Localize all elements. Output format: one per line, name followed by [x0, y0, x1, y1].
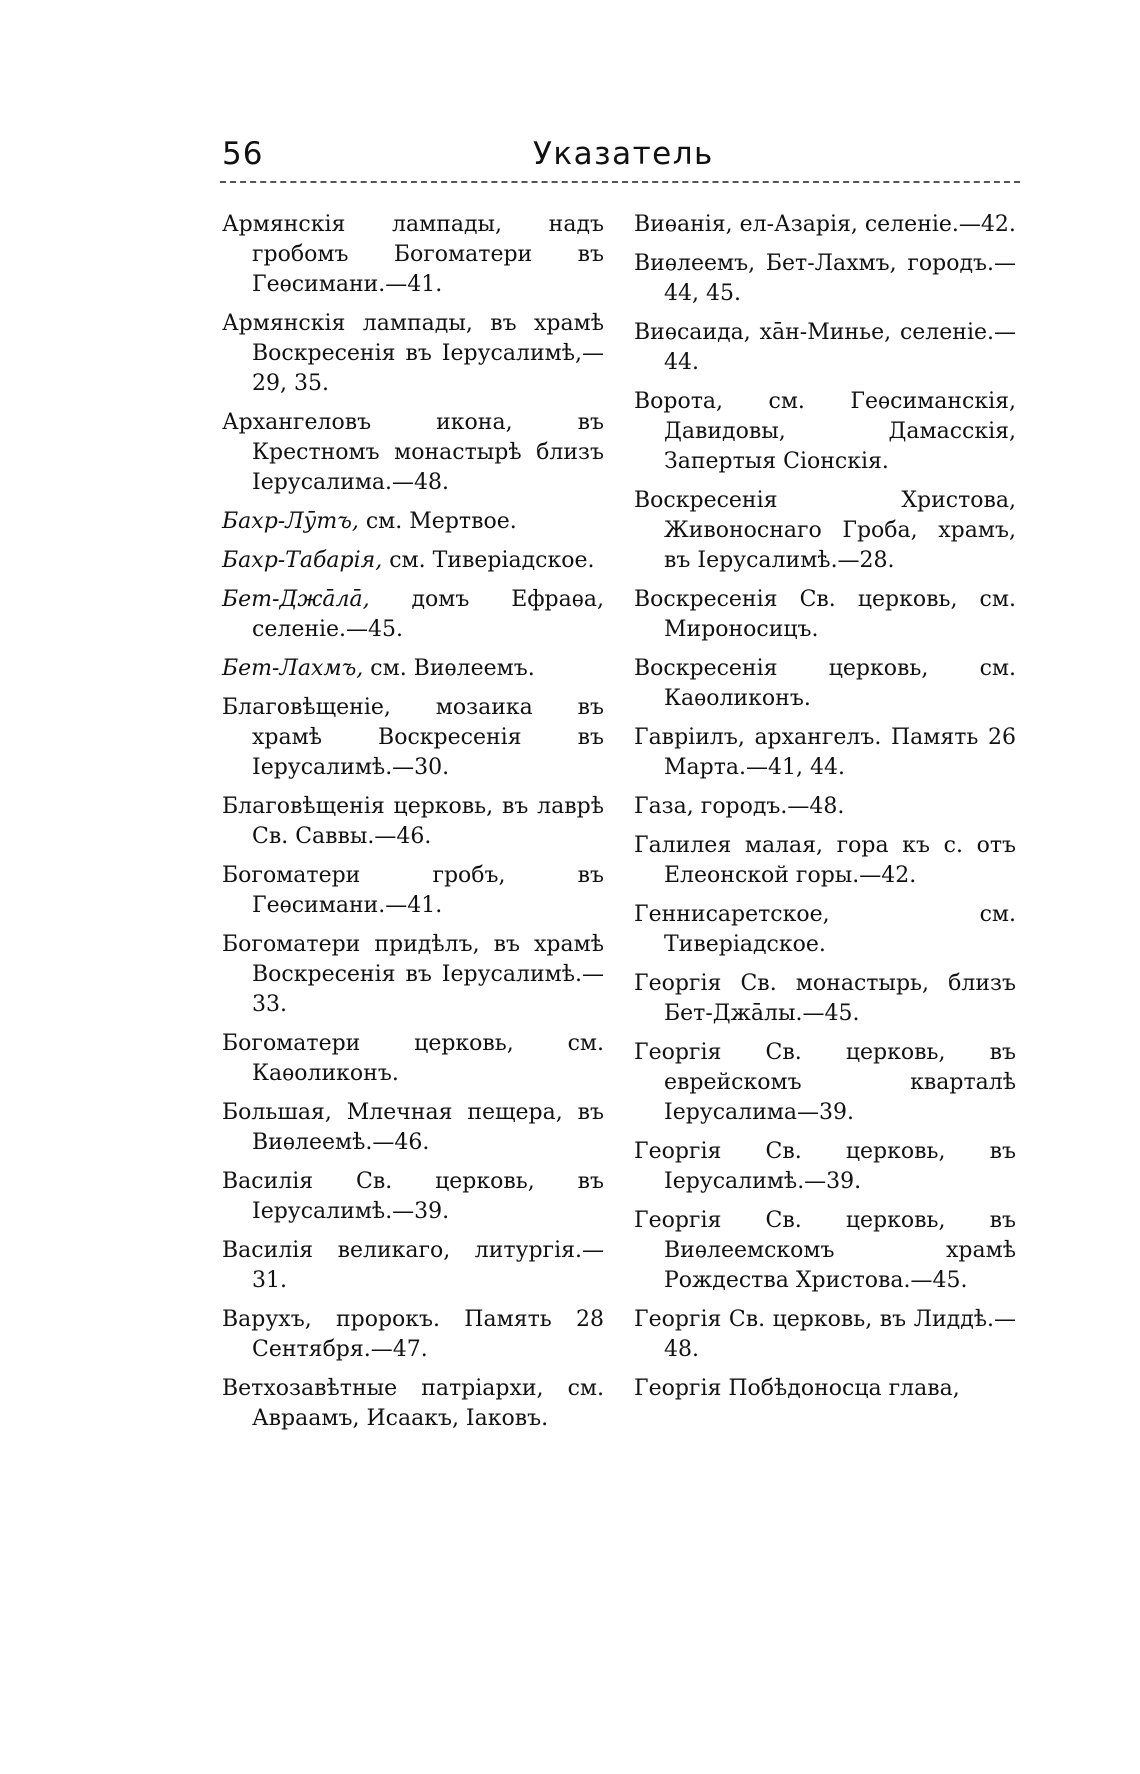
index-entry — [222, 309, 604, 399]
index-term: Галилея — [634, 833, 732, 858]
index-entry — [634, 1038, 1016, 1128]
index-term: Виѳлеемъ, — [634, 251, 756, 276]
index-entry — [222, 1374, 604, 1434]
index-entry-text: церковь, см. Каѳоликонъ. — [664, 656, 1016, 711]
index-entry — [634, 486, 1016, 576]
index-entry — [634, 654, 1016, 714]
index-entry — [222, 792, 604, 852]
index-entry-text: Св. церковь, см. Мироносицъ. — [664, 587, 1016, 642]
index-entry — [222, 507, 604, 537]
index-term: Армянскія — [222, 212, 346, 237]
index-entry-text: Св. церковь, въ еврейскомъ кварталѣ Іерусалима—39. — [664, 1040, 1016, 1125]
index-entry-text: см. Виѳлеемъ. — [363, 656, 535, 681]
index-term: Георгія — [634, 1376, 722, 1401]
index-entry — [222, 1305, 604, 1365]
index-entry-text: пророкъ. Память 28 Сентября.—47. — [252, 1307, 604, 1362]
index-entry — [634, 792, 1016, 822]
index-entry-text: мозаика въ храмѣ Воскресенія въ Іерусалимѣ.—30. — [252, 695, 604, 780]
index-entry-text: Млечная пещера, въ Виѳлеемѣ.—46. — [252, 1100, 604, 1155]
index-column-left — [222, 210, 604, 1443]
index-term: Георгія — [634, 971, 722, 996]
index-entry — [222, 1167, 604, 1227]
index-term: Ветхозавѣтные — [222, 1376, 398, 1401]
index-entry — [222, 1029, 604, 1089]
index-entry-text: патріархи, см. Авраамъ, Исаакъ, Іаковъ. — [252, 1376, 604, 1431]
index-entry-text: малая, гора къ с. отъ Елеонской горы.—42. — [664, 833, 1016, 888]
index-term: Георгія — [634, 1040, 722, 1065]
index-term: Большая, — [222, 1100, 332, 1125]
index-term: Бет-Лахмъ, — [222, 656, 364, 681]
index-entry — [634, 1374, 1016, 1404]
index-term: Богоматери — [222, 1031, 361, 1056]
index-term: Богоматери — [222, 932, 361, 957]
index-column-right — [634, 210, 1016, 1413]
index-entry — [634, 969, 1016, 1029]
index-entry-text: церковь, см. Каѳоликонъ. — [252, 1031, 604, 1086]
index-term: Бахр-Табарія, — [222, 548, 383, 573]
index-entry-text: придѣлъ, въ храмѣ Воскресенія въ Іерусалимѣ.—33. — [252, 932, 604, 1017]
index-term: Благовѣщенія — [222, 794, 385, 819]
index-entry-text: икона, въ Крестномъ монастырѣ близъ Іерусалима.—48. — [252, 410, 604, 495]
index-entry-text: см. Тиверіадское. — [382, 548, 595, 573]
index-entry-text: домъ Ефраѳа, селеніе.—45. — [252, 587, 604, 642]
index-entry-text: Св. церковь, въ Іерусалимѣ.—39. — [252, 1169, 604, 1224]
index-entry — [634, 585, 1016, 645]
index-term: Воскресенія — [634, 488, 778, 513]
index-term: Архангеловъ — [222, 410, 372, 435]
index-term: Воскресенія — [634, 656, 778, 681]
index-term: Геннисаретское, — [634, 902, 830, 927]
index-entry-text: см. Геѳсиманскія, Давидовы, Дамасскія, Запертыя Сіонскія. — [664, 389, 1016, 474]
index-entry-text: см. Тиверіадское. — [664, 902, 1016, 957]
index-term: Богоматери — [222, 863, 361, 888]
header-rule — [220, 181, 1020, 183]
index-entry-text: городъ.—48. — [693, 794, 845, 819]
index-term: Воскресенія — [634, 587, 778, 612]
index-term: Гавріилъ, — [634, 725, 745, 750]
index-entry-text: лампады, въ храмѣ Воскресенія въ Іерусалимѣ,—29, 35. — [252, 311, 604, 396]
index-entry-text: великаго, литургія.—31. — [252, 1238, 604, 1293]
index-entry-text: архангелъ. Память 26 Марта.—41, 44. — [664, 725, 1016, 780]
index-term: Георгія — [634, 1307, 722, 1332]
index-entry-text: Бет-Лахмъ, городъ.—44, 45. — [664, 251, 1016, 306]
index-entry — [222, 585, 604, 645]
index-entry-text: Побѣдоносца глава, — [721, 1376, 960, 1401]
index-entry — [634, 387, 1016, 477]
index-term: Василія — [222, 1238, 314, 1263]
index-entry — [634, 318, 1016, 378]
index-entry — [634, 1305, 1016, 1365]
index-term: Бахр-Лӯтъ, — [222, 509, 359, 534]
index-entry-text: Св. церковь, въ Іерусалимѣ.—39. — [664, 1139, 1016, 1194]
index-term: Ворота, — [634, 389, 724, 414]
index-term: Газа, — [634, 794, 694, 819]
index-entry-text: Христова, Живоноснаго Гроба, храмъ, въ Іерусалимѣ.—28. — [664, 488, 1016, 573]
index-entry-text: лампады, надъ гробомъ Богоматери въ Геѳсимани.—41. — [252, 212, 604, 297]
index-entry — [222, 861, 604, 921]
index-entry-text: хāн-Миньe, селеніе.—44. — [664, 320, 1016, 375]
index-entry-text: церковь, въ лаврѣ Св. Саввы.—46. — [252, 794, 604, 849]
running-title: Указатель — [533, 136, 714, 172]
index-term: Василія — [222, 1169, 314, 1194]
index-term: Георгія — [634, 1139, 722, 1164]
index-entry — [634, 900, 1016, 960]
index-term: Георгія — [634, 1208, 722, 1233]
index-term: Армянскія — [222, 311, 346, 336]
index-entry — [222, 210, 604, 300]
index-entry — [222, 693, 604, 783]
index-entry-text: ел-Азарія, селеніе.—42. — [732, 212, 1016, 237]
index-entry-text: гробъ, въ Геѳсимани.—41. — [252, 863, 604, 918]
index-entry — [634, 723, 1016, 783]
index-entry — [634, 1206, 1016, 1296]
index-entry — [634, 249, 1016, 309]
index-entry — [222, 408, 604, 498]
index-entry — [222, 1236, 604, 1296]
index-entry — [222, 1098, 604, 1158]
index-entry — [634, 1137, 1016, 1197]
index-entry-text: Св. церковь, въ Виѳлеемскомъ храмѣ Рождества Христова.—45. — [664, 1208, 1016, 1293]
index-term: Варухъ, — [222, 1307, 312, 1332]
index-entry — [634, 210, 1016, 240]
page-number: 56 — [222, 136, 264, 172]
index-entry-text: Св. монастырь, близъ Бет-Джāлы.—45. — [664, 971, 1016, 1026]
index-entry — [222, 930, 604, 1020]
index-entry — [222, 654, 604, 684]
index-term: Виѳсаида, — [634, 320, 751, 345]
index-term: Благовѣщеніе, — [222, 695, 391, 720]
index-entry — [222, 546, 604, 576]
index-entry — [634, 831, 1016, 891]
index-term: Бет-Джāлā, — [222, 587, 370, 612]
index-entry-text: Св. церковь, въ Лиддѣ.—48. — [664, 1307, 1016, 1362]
index-entry-text: см. Мертвое. — [358, 509, 517, 534]
index-term: Виѳанія, — [634, 212, 733, 237]
